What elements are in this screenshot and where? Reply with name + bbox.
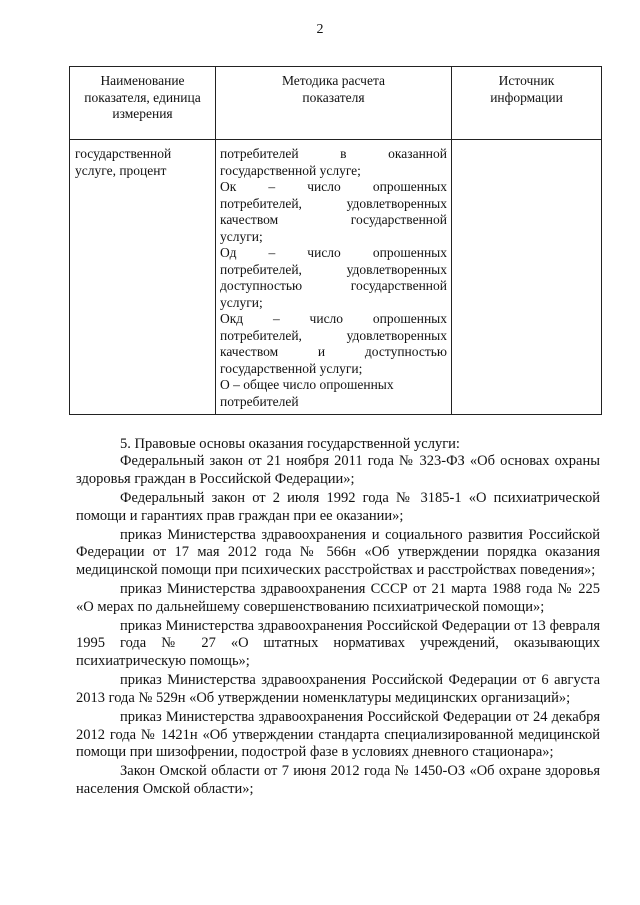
- method-line: услуги;: [220, 294, 263, 310]
- legal-paragraph: приказ Министерства здравоохранения Российской Федерации от 13 февраля 1995 года № 27 «О штатных нормативах учреждений, оказывающих психиатрическую помощь»;: [76, 618, 600, 669]
- legal-paragraph: приказ Министерства здравоохранения СССР от 21 марта 1988 года № 225 «О мерах по дальнейшему совершенствованию психиатрической помощи»;: [76, 581, 600, 615]
- legal-paragraph: приказ Министерства здравоохранения Российской Федерации от 24 декабря 2012 года № 1421н «Об утверждении стандарта специализированной медицинской помощи при шизофрении, подострой фазе в условиях дневного стационара»;: [76, 709, 600, 760]
- legal-paragraph: приказ Министерства здравоохранения и социального развития Российской Федерации от 17 мая 2012 года № 566н «Об утверждении порядка оказания медицинской помощи при психических расстройствах и расстройствах поведения»;: [76, 527, 600, 578]
- header-line: показателя, единица: [84, 89, 201, 105]
- method-line: Окд – число опрошенных: [220, 311, 447, 326]
- legal-basis-section: [76, 436, 600, 800]
- header-line: информации: [490, 89, 563, 105]
- legal-paragraph: Федеральный закон от 2 июля 1992 года № 3185-1 «О психиатрической помощи и гарантиях прав граждан при ее оказании»;: [76, 490, 600, 524]
- page-number: 2: [316, 22, 324, 37]
- method-line: Од – число опрошенных: [220, 245, 447, 260]
- cell-information-source: [452, 140, 602, 415]
- method-line: доступностью государственной: [220, 278, 447, 293]
- method-line: качеством государственной: [220, 212, 447, 227]
- legal-paragraph: Закон Омской области от 7 июня 2012 года № 1450-ОЗ «Об охране здоровья населения Омской области»;: [76, 763, 600, 797]
- method-line: государственной услуге;: [220, 162, 361, 178]
- header-information-source: [452, 67, 602, 140]
- method-line: О – общее число опрошенных: [220, 377, 394, 392]
- legal-paragraph: приказ Министерства здравоохранения Российской Федерации от 6 августа 2013 года № 529н «Об утверждении номенклатуры медицинских организаций»;: [76, 672, 600, 706]
- method-line: потребителей, удовлетворенных: [220, 327, 447, 343]
- header-indicator-name: [70, 67, 216, 140]
- method-line: потребителей, удовлетворенных: [220, 195, 447, 211]
- method-line: Ок – число опрошенных: [220, 179, 447, 194]
- cell-calculation-method: [216, 140, 452, 415]
- section-heading: 5. Правовые основы оказания государственной услуги:: [120, 436, 460, 452]
- method-line: качеством и доступностью: [220, 344, 447, 359]
- indicator-table: [69, 66, 602, 415]
- legal-paragraph: Федеральный закон от 21 ноября 2011 года № 323-ФЗ «Об основах охраны здоровья граждан в Российской Федерации»;: [76, 453, 600, 487]
- header-line: показателя: [302, 89, 365, 105]
- cell-indicator-name: [70, 140, 216, 415]
- header-line: измерения: [112, 106, 173, 121]
- name-line: государственной: [75, 146, 172, 161]
- header-line: Методика расчета: [281, 73, 386, 88]
- name-line: услуге, процент: [75, 162, 167, 178]
- method-line: потребителей: [220, 393, 299, 409]
- header-calculation-method: [216, 67, 452, 140]
- method-line: потребителей, удовлетворенных: [220, 261, 447, 277]
- header-line: Источник: [498, 73, 555, 88]
- table-row: [70, 140, 602, 415]
- method-line: услуги;: [220, 228, 263, 244]
- method-line: потребителей в оказанной: [220, 146, 447, 161]
- header-line: Наименование: [100, 73, 185, 88]
- table-header-row: [70, 67, 602, 140]
- method-line: государственной услуги;: [220, 360, 363, 376]
